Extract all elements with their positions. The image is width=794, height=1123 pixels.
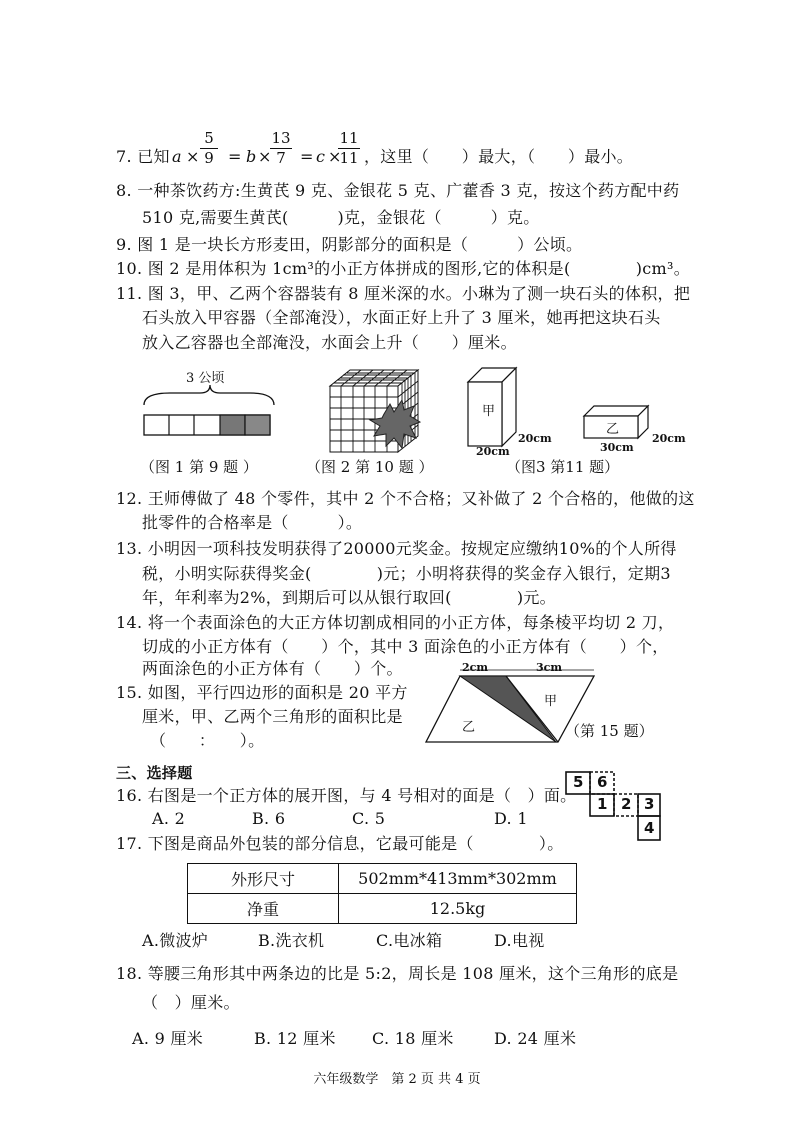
figure-2-cube bbox=[322, 366, 422, 458]
container-jia-label: 甲 bbox=[482, 404, 496, 419]
q8-line-2: 510 克,需要生黄芪( )克，金银花（ ）克。 bbox=[142, 208, 540, 227]
q11-line-3: 放入乙容器也全部淹没，水面会上升（ ）厘米。 bbox=[142, 333, 517, 352]
q14-line-1: 14. 将一个表面涂色的大正方体切割成相同的小正方体，每条棱平均切 2 刀， bbox=[116, 613, 675, 632]
q11-line-2: 石头放入甲容器（全部淹没），水面正好上升了 3 厘米，她再把这块石头 bbox=[142, 308, 661, 327]
q7-times-1: × bbox=[186, 147, 200, 166]
q13-line-2: 税，小明实际获得奖金( )元；小明将获得的奖金存入银行，定期3 bbox=[142, 564, 671, 583]
q17-option-d: D.电视 bbox=[494, 931, 545, 950]
q18-option-d: D. 24 厘米 bbox=[494, 1029, 577, 1048]
q11-line-1: 11. 图 3，甲、乙两个容器装有 8 厘米深的水。小琳为了测一块石头的体积，把 bbox=[116, 284, 691, 303]
q7-f2-numerator: 13 bbox=[271, 129, 291, 147]
q16-option-c: C. 5 bbox=[352, 809, 386, 828]
q14-line-2: 切成的小正方体有（ ）个，其中 3 面涂色的小正方体有（ ）个， bbox=[142, 637, 669, 656]
q18-line-2: （ ）厘米。 bbox=[142, 993, 240, 1012]
net-face-4: 4 bbox=[644, 819, 655, 837]
q17-stem: 17. 下图是商品外包装的部分信息，它最可能是（ ）。 bbox=[116, 834, 564, 853]
q13-line-3: 年，年利率为2%，到期后可以从银行取回( )元。 bbox=[142, 588, 556, 607]
q15-top-left-length: 2cm bbox=[462, 661, 488, 674]
q7-f2-denominator: 7 bbox=[276, 149, 286, 167]
q16-stem: 16. 右图是一个正方体的展开图，与 4 号相对的面是（ ）面。 bbox=[116, 786, 577, 805]
section-3-heading: 三、选择题 bbox=[116, 764, 193, 782]
q10-text: 10. 图 2 是用体积为 1cm³的小正方体拼成的图形,它的体积是( )cm³。 bbox=[116, 259, 691, 278]
figure-3-caption: （图3 第11 题） bbox=[506, 458, 620, 476]
q7-prefix: 7. 已知 bbox=[116, 147, 170, 166]
q7-fraction-3 bbox=[338, 130, 360, 167]
q8-line-1: 8. 一种茶饮药方:生黄芪 9 克、金银花 5 克、广藿香 3 克，按这个药方配中药 bbox=[116, 181, 680, 200]
q17-package-info-table bbox=[187, 863, 577, 924]
figure-1-drawing bbox=[140, 365, 280, 445]
page-footer: 六年级数学 第 2 页 共 4 页 bbox=[313, 1072, 481, 1087]
q7-equals-1: = bbox=[228, 147, 242, 166]
q15-caption: （第 15 题） bbox=[565, 722, 654, 740]
q17-option-b: B.洗衣机 bbox=[258, 931, 325, 950]
q15-triangle-jia: 甲 bbox=[544, 694, 558, 709]
table-cell: 12.5kg bbox=[339, 894, 577, 924]
q18-line-1: 18. 等腰三角形其中两条边的比是 5:2，周长是 108 厘米，这个三角形的底是 bbox=[116, 964, 679, 983]
q16-option-b: B. 6 bbox=[252, 809, 286, 828]
figure-1-field bbox=[140, 365, 280, 445]
q15-line-2: 厘米，甲、乙两个三角形的面积比是 bbox=[142, 707, 403, 726]
figure-1-area-label: 3 公顷 bbox=[186, 371, 225, 386]
q16-option-d: D. 1 bbox=[494, 809, 528, 828]
q15-line-1: 15. 如图，平行四边形的面积是 20 平方 bbox=[116, 683, 408, 702]
q7-equals-2: = bbox=[300, 147, 314, 166]
table-row bbox=[188, 864, 577, 894]
net-face-5: 5 bbox=[573, 773, 584, 791]
q15-top-right-length: 3cm bbox=[536, 661, 562, 674]
table-cell: 净重 bbox=[188, 894, 339, 924]
q15-line-3: （ ： ）。 bbox=[150, 731, 265, 750]
q12-line-2: 批零件的合格率是（ ）。 bbox=[142, 513, 363, 532]
container-jia-width: 20cm bbox=[476, 445, 510, 458]
q18-option-a: A. 9 厘米 bbox=[132, 1029, 204, 1048]
q7-f1-numerator: 5 bbox=[204, 129, 214, 147]
q7-fraction-2 bbox=[270, 130, 292, 167]
q13-line-1: 13. 小明因一项科技发明获得了20000元奖金。按规定应缴纳10%的个人所得 bbox=[116, 539, 677, 558]
container-jia-depth: 20cm bbox=[518, 432, 552, 445]
q14-line-3: 两面涂色的小正方体有（ ）个。 bbox=[142, 659, 403, 678]
q7-suffix: ，这里（ ）最大，（ ）最小。 bbox=[364, 147, 634, 166]
q9-text: 9. 图 1 是一块长方形麦田，阴影部分的面积是（ ）公顷。 bbox=[116, 235, 583, 254]
q18-option-c: C. 18 厘米 bbox=[372, 1029, 454, 1048]
figure-1-caption: （图 1 第 9 题 ） bbox=[140, 458, 258, 476]
container-yi-depth: 20cm bbox=[652, 432, 686, 445]
q7-f1-denominator: 9 bbox=[204, 149, 214, 167]
q7-var-b: b bbox=[246, 147, 257, 166]
q15-triangle-yi: 乙 bbox=[462, 720, 476, 735]
table-row bbox=[188, 894, 577, 924]
container-yi-width: 30cm bbox=[600, 441, 634, 454]
table-cell: 502mm*413mm*302mm bbox=[339, 864, 577, 894]
q7-f3-numerator: 11 bbox=[339, 129, 359, 147]
q7-var-c: c bbox=[316, 147, 326, 166]
q7-times-2: × bbox=[258, 147, 272, 166]
net-face-3: 3 bbox=[644, 795, 655, 813]
q18-option-b: B. 12 厘米 bbox=[254, 1029, 336, 1048]
q16-option-a: A. 2 bbox=[152, 809, 186, 828]
q7-fraction-1 bbox=[200, 130, 218, 167]
q17-option-c: C.电冰箱 bbox=[376, 931, 443, 950]
q17-option-a: A.微波炉 bbox=[142, 931, 209, 950]
net-face-6: 6 bbox=[597, 773, 608, 791]
net-face-2: 2 bbox=[621, 795, 632, 813]
q7-f3-denominator: 11 bbox=[339, 149, 359, 167]
container-yi-label: 乙 bbox=[606, 422, 620, 437]
table-cell: 外形尺寸 bbox=[188, 864, 339, 894]
q12-line-1: 12. 王师傅做了 48 个零件，其中 2 个不合格；又补做了 2 个合格的，他做的这 bbox=[116, 489, 695, 508]
net-face-1: 1 bbox=[597, 795, 608, 813]
figure-2-caption: （图 2 第 10 题 ） bbox=[306, 458, 434, 476]
q7-times-3: × bbox=[328, 147, 342, 166]
q7-var-a: a bbox=[172, 147, 182, 166]
